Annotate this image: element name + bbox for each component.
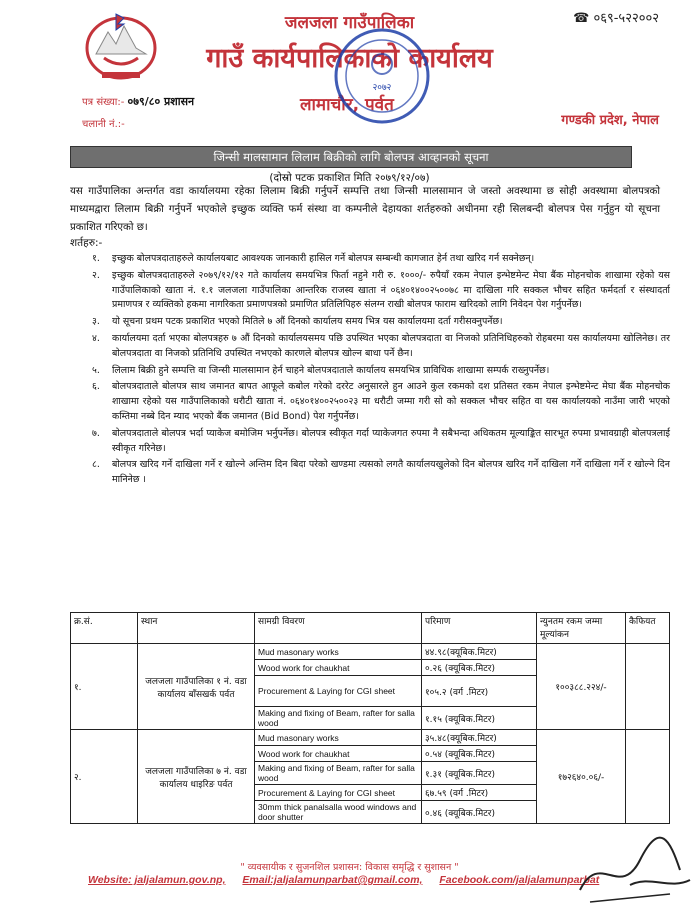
- term-item: [70, 427, 670, 457]
- term-number: ५.: [92, 364, 100, 376]
- row-total: १७२६४०.०६/-: [537, 730, 626, 824]
- col-sn: क्र.सं.: [71, 613, 138, 644]
- letter-reference: [82, 94, 194, 109]
- row-remark: [626, 644, 670, 730]
- col-quantity: परिमाण: [422, 613, 537, 644]
- item-description: Making and fixing of Beam, rafter for salla wood: [255, 762, 422, 785]
- province: गण्डकी प्रदेश, नेपाल: [561, 113, 659, 128]
- term-number: ३.: [92, 316, 100, 328]
- org-name: जलजला गाउँपालिका: [284, 13, 415, 33]
- term-item: [70, 364, 670, 379]
- row-place: जलजला गाउँपालिका ७ नं. वडा कार्यालय धाइरिङ पर्वत: [138, 730, 255, 824]
- term-item: [70, 252, 670, 267]
- item-quantity: ६७.५९ (वर्ग .मिटर): [422, 785, 537, 801]
- office-name: गाउँ कार्यपालिकाको कार्यालय: [206, 43, 493, 74]
- col-description: सामग्री विवरण: [255, 613, 422, 644]
- row-total: १००३८८.२२४/-: [537, 644, 626, 730]
- item-description: Procurement & Laying for CGI sheet: [255, 785, 422, 801]
- term-text: इच्छुक बोलपत्रदाताहरुले कार्यालयबाट आवश्यक जानकारी हासिल गर्ने बोलपत्र सम्बन्धी कागजात हेर्न तथा खरिद गर्न सक्नेछन्।: [112, 253, 535, 264]
- term-number: ८.: [92, 459, 100, 471]
- item-description: Mud masonary works: [255, 730, 422, 746]
- col-remarks: कैफियत: [626, 613, 670, 644]
- slogan: " व्यवसायीक र सुजनशिल प्रशासन: विकास समृद्धि र सुशासन ": [240, 862, 459, 873]
- term-text: बोलपत्रदाताले बोलपत्र भर्दा प्याकेज बमोजिम भर्नुपर्नेछ। बोलपत्र स्वीकृत गर्दा प्याकेजगत रुपमा नै सबैभन्दा अधिकतम मूल्याङ्कित सारभूत रुपमा प्रभावग्राही बोलपत्रलाई स्वीकृत गरिनेछ।: [112, 427, 670, 454]
- item-description: 30mm thick panalsalla wood windows and door shutter: [255, 801, 422, 824]
- item-description: Wood work for chaukhat: [255, 746, 422, 762]
- table-header-row: [71, 613, 670, 644]
- phone-number: ☎ ०६९-५२२००२: [573, 11, 659, 26]
- notice-subtitle: (दोस्रो पटक प्रकाशित मिति २०७९/१२/०७): [269, 172, 430, 184]
- item-description: Making and fixing of Beam, rafter for salla wood: [255, 707, 422, 730]
- term-item: [70, 458, 670, 488]
- ref-value: ०७९/८० प्रशासन: [127, 95, 195, 108]
- term-text: बोलपत्रदाताले बोलपत्र साथ जमानत बापत आफूले कबोल गरेको दररेट अनुसारले हुन आउने कुल रकमको दश प्रतिसत रकम नेपाल इन्भेष्टमेन्ट मेघा बैंक मोहनचोक शाखामा रहेको यस गाउँपालिकाको धरौटी खाता नं. ०६४०१४००२५००२३ मा धरौटी जम्मा गरी सो को सक्कल भौचर सहित वा यस कार्यालयको नाउँमा जारी भएको कम्तिमा नब्बे दिन म्याद भएको बैंक जमानत (Bid Bond) पेश गर्नुपर्नेछ।: [112, 381, 670, 422]
- item-quantity: १.१५ (क्यूबिक.मिटर): [422, 707, 537, 730]
- chalani-label: चलानी नं.:-: [82, 119, 125, 130]
- item-quantity: ४४.९८(क्यूबिक.मिटर): [422, 644, 537, 660]
- item-description: Procurement & Laying for CGI sheet: [255, 676, 422, 707]
- term-text: कार्यालयमा दर्ता भएका बोलपत्रहरु ७ औं दिनको कार्यालयसमय पछि उपस्थित भएका बोलपत्रदाता वा निजको प्रतिनिधिहरुको रोहबरमा यस कार्यालयमा खोलिनेछ। तर बोलपत्रदाता वा निजको प्रतिनिधि उपस्थित नभएको कारणले बोलपत्र खोल्न बाधा पर्ने छैन।: [112, 332, 670, 359]
- item-quantity: १०५.२ (वर्ग .मिटर): [422, 676, 537, 707]
- term-text: इच्छुक बोलपत्रदाताहरुले २०७९/१२/१२ गते कार्यालय समयभित्र फिर्ता नहुने गरी रु. १०००/- रुपैयाँ रकम नेपाल इन्भेष्टमेन्ट मेघा बैंक मोहनचोक शाखामा रहेको यस गाउँपालिकाको खाता नं. १.१ जलजला गाउँपालिका आन्तरिक राजस्व खाता नं ०६४०१४००२५००७८ मा दाखिला गरि सक्कल भौचर सहित फर्मदर्ता र संस्थादर्ता प्रमाणपत्र र व्यक्तिको हकमा नागरिकता प्रमाणपत्रको प्रमाणित प्रतिलिपिहरु संलग्न राखी बोलपत्र फाराम खरिदको लागि निवेदन पेश गर्नुपर्नेछ।: [112, 269, 670, 311]
- notice-intro: यस गाउँपालिका अन्तर्गत वडा कार्यालयमा रहेका लिलाम बिक्री गर्नुपर्ने सम्पत्ति तथा जिन्सी मालसामान जे जस्तो अवस्थामा छ सोही अवस्थामा बोलपत्रको माध्यमद्वारा लिलाम बिक्री गर्नुपर्ने भएकोले इच्छुक व्यक्ति फर्म संस्था वा कम्पनीले देहायका शर्तहरुको अधीनमा रही सिलबन्दी बोलपत्र पेस गर्नुहुन यो सूचना प्रकाशित गरिएको छ।: [70, 186, 660, 233]
- office-stamp: [330, 24, 434, 128]
- item-quantity: १.३१ (क्यूबिक.मिटर): [422, 762, 537, 785]
- col-place: स्थान: [138, 613, 255, 644]
- term-number: २.: [92, 269, 100, 281]
- terms-list: [70, 252, 670, 490]
- row-sn: २.: [71, 730, 138, 824]
- ref-label: पत्र संख्या:-: [82, 97, 125, 108]
- terms-heading: शर्तहरु:-: [70, 237, 103, 249]
- table-row: [71, 644, 670, 660]
- item-description: Wood work for chaukhat: [255, 660, 422, 676]
- facebook-link[interactable]: Facebook.com/jaljalamunparbat: [439, 874, 600, 886]
- term-item: [70, 380, 670, 424]
- item-quantity: ३५.४८(क्यूबिक.मिटर): [422, 730, 537, 746]
- office-location: लामाचौर, पर्वत: [300, 95, 394, 115]
- term-number: ७.: [92, 427, 100, 439]
- website-link[interactable]: Website: jaljalamun.gov.np,: [88, 874, 226, 886]
- term-number: १.: [92, 253, 100, 264]
- term-text: यो सूचना प्रथम पटक प्रकाशित भएको मितिले ७ औं दिनको कार्यालय समय भित्र यस कार्यालयमा दर्ता गरीसक्नुपर्नेछ।: [112, 316, 503, 328]
- col-min-amount: न्युनतम रकम जम्मा मूल्यांकन: [537, 613, 626, 644]
- term-item: [70, 269, 670, 313]
- item-quantity: ०.४६ (क्यूबिक.मिटर): [422, 801, 537, 824]
- term-number: ४.: [92, 332, 100, 344]
- table-row: [71, 730, 670, 746]
- auction-items-table: [70, 612, 670, 824]
- signature: [560, 830, 699, 910]
- term-text: बोलपत्र खरिद गर्ने दाखिला गर्ने र खोल्ने अन्तिम दिन बिदा परेको खण्डमा त्यसको लगतै कार्यालयखुलेको दिन बोलपत्र खरिद गर्ने दाखिला गर्ने दाखिला गर्ने र खोल्ने दिन मानिनेछ ।: [112, 459, 670, 486]
- row-remark: [626, 730, 670, 824]
- email-link[interactable]: Email:jaljalamunparbat@gmail.com,: [242, 874, 423, 886]
- item-quantity: ०.५४ (क्यूबिक.मिटर): [422, 746, 537, 762]
- row-sn: १.: [71, 644, 138, 730]
- row-place: जलजला गाउँपालिका १ नं. वडा कार्यालय बाँसखर्क पर्वत: [138, 644, 255, 730]
- term-item: [70, 332, 670, 362]
- term-text: लिलाम बिक्री हुने सम्पत्ति वा जिन्सी मालसामान हेर्न चाहने बोलपत्रदाताले कार्यालय समयभित्र प्राविधिक शाखामा सम्पर्क राख्नुपर्नेछ।: [112, 364, 550, 376]
- item-description: Mud masonary works: [255, 644, 422, 660]
- term-number: ६.: [92, 381, 100, 393]
- notice-title: जिन्सी मालसामान लिलाम बिक्रीको लागि बोलपत्र आव्हानको सूचना: [70, 146, 632, 168]
- svg-text:२०७२: २०७२: [372, 83, 392, 93]
- term-item: [70, 315, 670, 330]
- item-quantity: ०.२६ (क्यूबिक.मिटर): [422, 660, 537, 676]
- contact-footer: [88, 874, 613, 886]
